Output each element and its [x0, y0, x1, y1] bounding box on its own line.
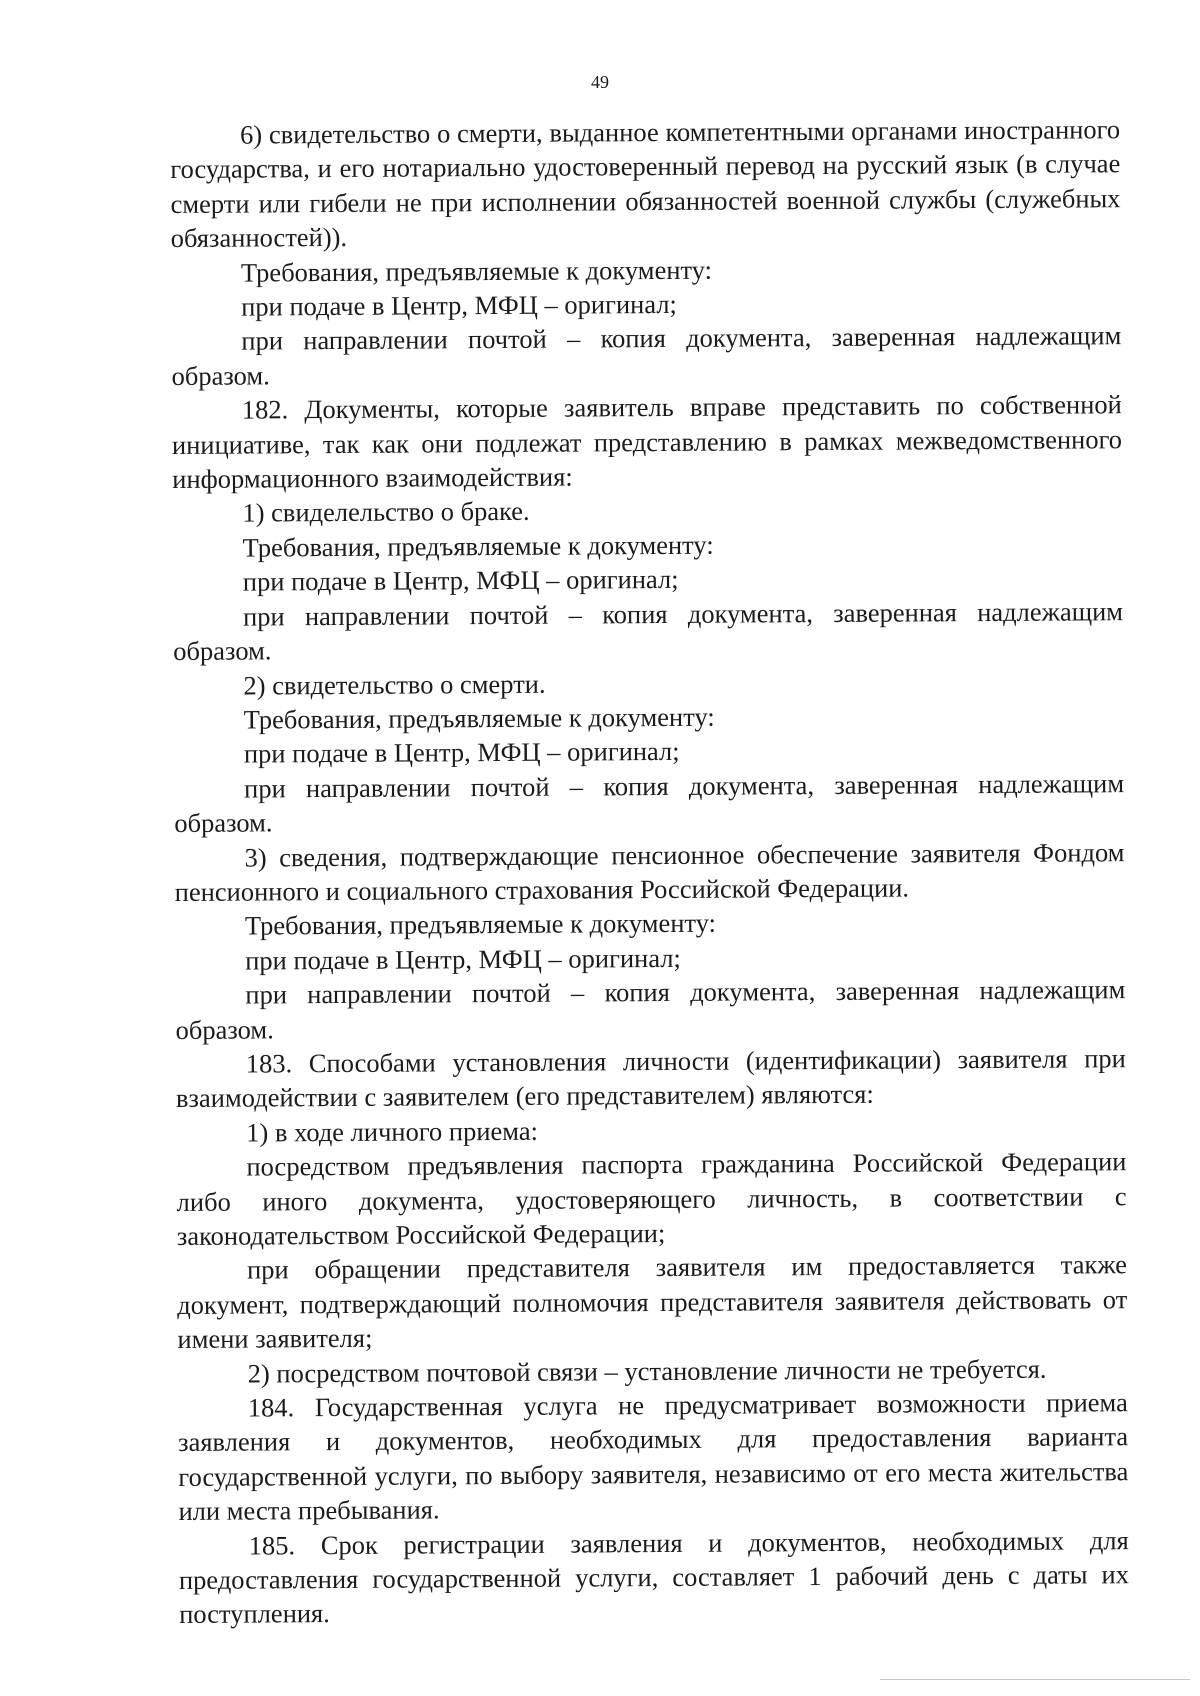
- paragraph-clause-183: 183. Способами установления личности (идентификации) заявителя при взаимодействии с заявителем (его представителем) являются:: [175, 1043, 1126, 1114]
- paragraph-clause-184: 184. Государственная услуга не предусматривает возможности приема заявления и документов, необходимых для предоставления варианта государственной услуги, по выбору заявителя, независимо от его места жительства или места пребывания.: [177, 1387, 1129, 1527]
- paragraph-mail-copy: при направлении почтой – копия документа, заверенная надлежащим образом.: [175, 974, 1126, 1045]
- paragraph-submission-original: при подаче в Центр, МФЦ – оригинал;: [243, 736, 680, 769]
- paragraph-requirements: Требования, предъявляемые к документу:: [240, 254, 713, 288]
- bottom-divider: [880, 1679, 1190, 1680]
- paragraph-mail-copy: при направлении почтой – копия документа, заверенная надлежащим образом.: [174, 767, 1125, 839]
- paragraph-representative: при обращении представителя заявителя им предоставляется также документ, подтверждающий полномочия представителя заявителя действовать от имени заявителя;: [177, 1249, 1128, 1355]
- paragraph-requirements: Требования, предъявляемые к документу:: [244, 908, 717, 941]
- paragraph-submission-original: при подаче в Центр, МФЦ – оригинал;: [241, 288, 677, 322]
- paragraph-personal-reception: 1) в ходе личного приема:: [246, 1115, 539, 1148]
- paragraph-clause-182: 182. Документы, которые заявитель вправе представить по собственной инициативе, так как они подлежат представлению в рамках межведомственного информационного взаимодействия:: [171, 389, 1123, 495]
- paragraph-item-1-marriage-certificate: 1) свиделельство о браке.: [242, 496, 530, 529]
- paragraph-item-3-pension-info: 3) сведения, подтверждающие пенсионное обеспечение заявителя Фондом пенсионного и социального страхования Российской Федерации.: [174, 836, 1125, 907]
- paragraph-requirements: Требования, предъявляемые к документу:: [242, 529, 714, 563]
- document-body: [170, 112, 1129, 1632]
- paragraph-submission-original: при подаче в Центр, МФЦ – оригинал;: [245, 942, 681, 976]
- paragraph-mail-copy: при направлении почтой – копия документа, заверенная надлежащим образом.: [173, 595, 1124, 667]
- paragraph-clause-185: 185. Срок регистрации заявления и документов, необходимых для предоставления государственной услуги, составляет 1 рабочий день с даты их поступления.: [178, 1524, 1130, 1630]
- paragraph-postal: 2) посредством почтовой связи – установление личности не требуется.: [247, 1353, 1047, 1389]
- paragraph-submission-original: при подаче в Центр, МФЦ – оригинал;: [242, 564, 679, 597]
- paragraph-requirements: Требования, предъявляемые к документу:: [243, 701, 715, 735]
- paragraph-mail-copy: при направлении почтой – копия документа, заверенная надлежащим образом.: [171, 320, 1122, 391]
- paragraph-item-2-death-certificate: 2) свидетельство о смерти.: [243, 668, 546, 701]
- paragraph-passport: посредством предъявления паспорта гражданина Российской Федерации либо иного документа, удостоверяющего личность, в соответствии с законодательством Российской Федерации;: [176, 1146, 1127, 1251]
- page-number: 49: [591, 72, 609, 92]
- paragraph-item-6-death-certificate-foreign: 6) свидетельство о смерти, выданное компетентными органами иностранного государства, и его нотариально удостоверенный перевод на русский язык (в случае смерти или гибели не при исполнении обязанностей военной службы (служебных обязанностей)).: [170, 114, 1121, 254]
